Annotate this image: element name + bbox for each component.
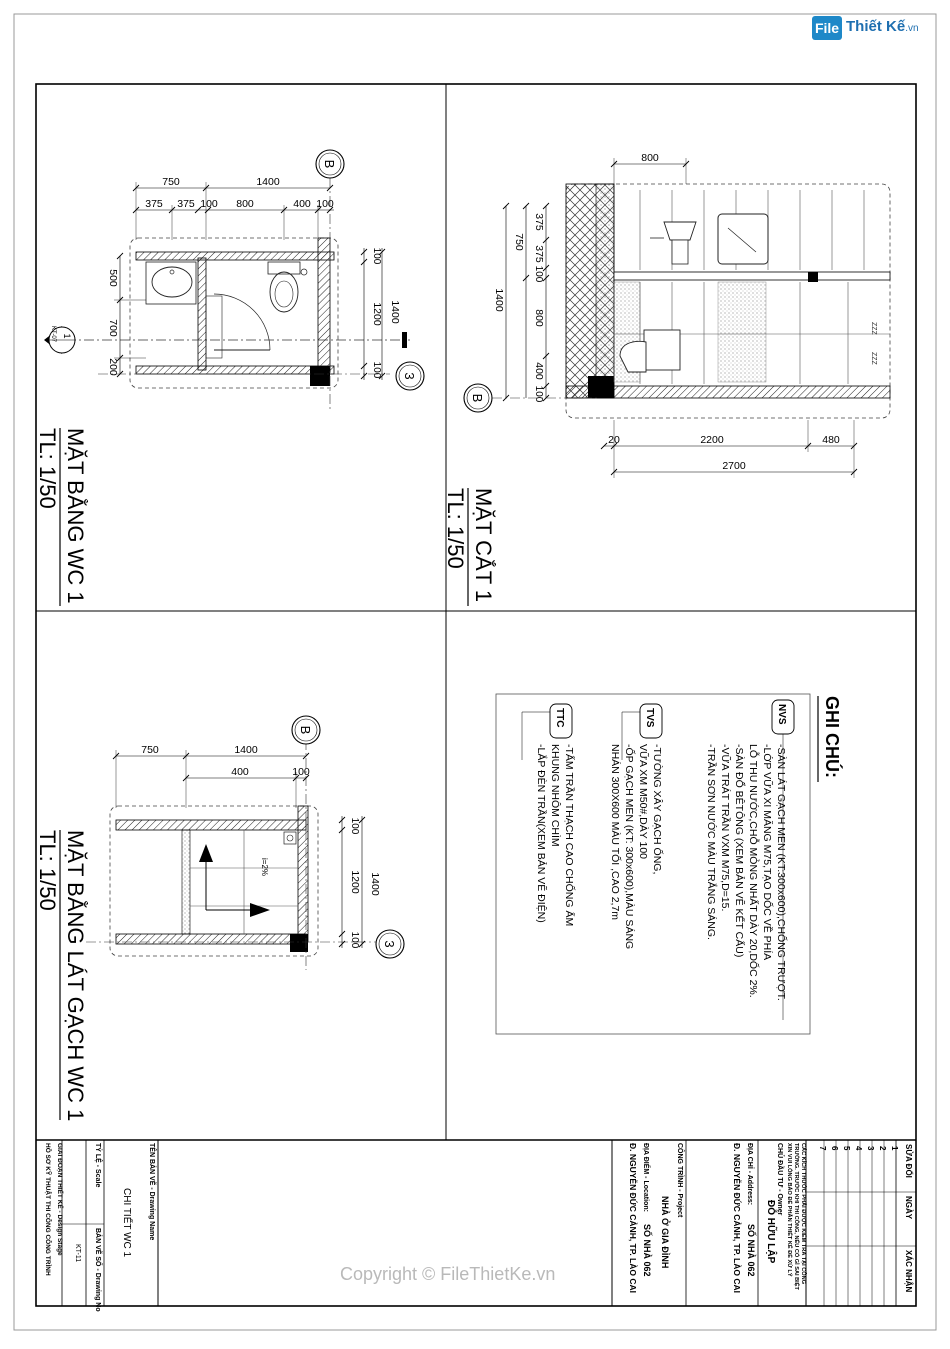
tile-wall-right xyxy=(298,806,308,942)
paper-border xyxy=(14,14,936,1330)
tb-location-label: ĐỊA ĐIỂM - Location: xyxy=(642,1143,649,1212)
section-floor-slab xyxy=(566,386,890,398)
tb-location-street: Đ. NGUYỄN ĐỨC CẢNH, TP. LÀO CAI xyxy=(628,1143,638,1293)
section-toilet-icon xyxy=(644,330,680,370)
plan-column xyxy=(310,366,330,386)
tb-stage-label: GIAI ĐOẠN THIẾT KẾ - Design Stage xyxy=(56,1143,63,1256)
notes-nvs-line-4: -SÀN ĐỔ BÊTÔNG (XEM BẢN VẼ KẾT CẤU) xyxy=(733,744,745,958)
tb-drawing-name: CHI TIẾT WC 1 xyxy=(121,1188,132,1258)
section-wall-core xyxy=(596,184,614,398)
tb-rev-4: 4 xyxy=(854,1146,863,1151)
notes-tvs-line-4: NHÁN 300X600 MÀU TỐI ,CAO 2,7m xyxy=(609,744,621,921)
notes-ttc-line-1: -TẤM TRẦN THẠCH CAO CHỐNG ẨM xyxy=(563,744,575,927)
plan-title: MẶT BẰNG WC 1 xyxy=(63,428,88,604)
tb-project-name: NHÀ Ở GIA ĐÌNH xyxy=(660,1196,670,1269)
section-dim-400: 400 xyxy=(533,362,545,380)
plan-section-num: 1 xyxy=(62,333,72,339)
section-dim-100a: 100 xyxy=(533,265,544,283)
plan-panel xyxy=(35,150,424,606)
site-logo[interactable] xyxy=(812,16,924,42)
plan-wall-middle xyxy=(198,258,206,370)
plan-dim-right-1400: 1400 xyxy=(389,300,401,324)
tb-owner-note-1: CÁC KÍCH THƯỚC PHẢI ĐƯỢC KIỂM TRA TẠI CÔNG xyxy=(800,1143,806,1285)
title-block xyxy=(44,1140,916,1312)
tile-dim-right-1200: 1200 xyxy=(349,870,361,894)
tb-stage: HỒ SƠ KỸ THUẬT THI CÔNG CÔNG TRÌNH xyxy=(44,1143,51,1276)
section-dim-2200: 2200 xyxy=(700,434,724,446)
tile-threshold xyxy=(182,830,190,934)
tb-drawing-no-label: BẢN VẼ SỐ - Drawing No xyxy=(94,1228,101,1312)
notes-tag-nvs-label: NVS xyxy=(776,704,787,725)
plan-door-swing xyxy=(214,294,270,350)
plan-dim-right-1200: 1200 xyxy=(371,302,383,326)
notes-nvs-line-6: -TRẦN SƠN NƯỚC MÀU TRẮNG SÁNG. xyxy=(705,744,717,940)
notes-nvs-line-2: -LỚP VỮA XI MĂNG M75,TẠO DỐC VỀ PHÍA xyxy=(761,744,773,961)
tb-drawing-name-label: TÊN BẢN VẼ - Drawing Name xyxy=(148,1143,155,1241)
section-dim-100b: 100 xyxy=(533,385,544,403)
logo-badge: File xyxy=(812,16,842,40)
tb-owner-label: CHỦ ĐẦU TƯ - Owner xyxy=(776,1143,783,1216)
plan-dim-100a: 100 xyxy=(200,198,218,210)
tb-owner-street: Đ. NGUYỄN ĐỨC CẢNH, TP. LÀO CAI xyxy=(732,1143,742,1293)
section-dim-750: 750 xyxy=(513,233,525,251)
tb-rev-3: 3 xyxy=(866,1146,875,1151)
tile-dim-750: 750 xyxy=(141,744,159,756)
notes-tag-tvs-label: TVS xyxy=(644,708,655,728)
plan-dim-100b: 100 xyxy=(316,198,334,210)
plan-dim-left-500: 500 xyxy=(107,269,119,287)
notes-panel xyxy=(496,694,843,1034)
tile-wall-top xyxy=(116,820,306,830)
logo-suffix: .vn xyxy=(905,23,919,34)
tb-owner-address-label: ĐỊA CHỈ - Address: xyxy=(746,1143,753,1206)
plan-dim-right-100a: 100 xyxy=(371,247,382,265)
notes-nvs-line-1: -SÀN LÁT GẠCH MEN (KT:300x600),CHỐNG TRƯỢT. xyxy=(775,744,787,1001)
notes-tvs-line-3: -ỐP GẠCH MEN (KT: 300x600),MÀU SÁNG xyxy=(623,744,635,950)
tb-owner-note-2: TRƯỜNG. TRƯỚC KHI THI CÔNG, NẾU CÓ GÌ SAI BIỆT xyxy=(793,1143,799,1290)
section-dim-20: 20 xyxy=(608,434,620,446)
notes-heading: GHI CHÚ: xyxy=(822,696,842,778)
plan-toilet-icon xyxy=(270,272,298,312)
tb-rev-7: 7 xyxy=(818,1146,827,1151)
logo-name xyxy=(846,18,919,35)
plan-lavabo-icon xyxy=(152,267,192,297)
plan-dim-left-700: 700 xyxy=(107,319,119,337)
plan-dim-right-100b: 100 xyxy=(371,361,382,379)
plan-dim-750: 750 xyxy=(162,176,180,188)
section-dim-2700: 2700 xyxy=(722,460,746,472)
section-panel xyxy=(443,152,890,606)
svg-text:ZZZ: ZZZ xyxy=(870,352,877,365)
tb-location: SỐ NHÀ 062 xyxy=(642,1224,652,1277)
section-dim-1400: 1400 xyxy=(493,288,505,312)
section-scale: TL: 1/50 xyxy=(443,488,468,569)
tile-axis-b-label: B xyxy=(298,725,313,735)
section-dim-480: 480 xyxy=(822,434,840,446)
notes-tvs-line-1: -TƯỜNG XÂY GẠCH ỐNG, xyxy=(651,744,663,875)
plan-wall-top xyxy=(136,252,334,260)
section-dim-800v: 800 xyxy=(533,309,545,327)
plan-dim-1400: 1400 xyxy=(256,176,280,188)
tile-dim-right-1400: 1400 xyxy=(369,872,381,896)
plan-axis-b-label: B xyxy=(322,159,337,169)
section-ceiling-line xyxy=(614,272,890,280)
tb-rev-2: 2 xyxy=(878,1146,887,1151)
tile-floor-drain-icon xyxy=(284,832,296,844)
tb-project-label: CÔNG TRÌNH - Project xyxy=(676,1143,683,1218)
tb-rev-header-1: SỬA ĐỔI xyxy=(904,1144,913,1178)
tb-owner-note-3: XIN VUI LÒNG BÁO ĐỂ PHÂN THIẾT KẾ ĐỂ XỬ LÝ xyxy=(786,1143,792,1277)
plan-axis-3-label: 3 xyxy=(402,372,417,380)
plan-lavabo-counter xyxy=(146,262,196,304)
section-dim-375a: 375 xyxy=(533,213,545,231)
notes-nvs-line-3: LỖ THU NƯỚC,CHỖ MỎNG NHẤT DÀY 20,DỐC 2%. xyxy=(747,744,759,998)
plan-dim-800: 800 xyxy=(236,198,254,210)
tile-column xyxy=(290,934,308,952)
tb-rev-header-2: NGÀY xyxy=(904,1196,913,1220)
tile-slope-arrow-right-icon xyxy=(250,903,270,917)
plan-dim-375a: 375 xyxy=(145,198,163,210)
plan-outline xyxy=(130,238,338,388)
svg-text:ZZZ: ZZZ xyxy=(870,322,877,335)
tile-dim-100: 100 xyxy=(292,766,310,778)
tb-owner-name: ĐỖ HỮU LẬP xyxy=(765,1200,776,1264)
notes-nvs-line-5: -VỮA TRÁT TRẦN VXM M75,D=15. xyxy=(719,744,731,912)
logo-name-text: Thiết Kế xyxy=(846,18,906,35)
tb-scale-label: TỶ LỆ - Scale xyxy=(94,1143,101,1188)
plan-floor-drain-icon xyxy=(301,269,307,275)
section-axis-b-label: B xyxy=(470,393,485,403)
tile-slope-arrow-up-icon xyxy=(199,844,213,862)
section-column xyxy=(588,376,614,398)
notes-ttc-line-3: -LẮP ĐÈN TRẦN(XEM BẢN VẼ ĐIỆN) xyxy=(535,744,547,923)
tb-drawing-no: KT-11 xyxy=(74,1244,81,1263)
notes-tvs-line-2: VỮA XM M50#,DÀY 100 xyxy=(637,744,649,859)
notes-tag-ttc-label: TTC xyxy=(554,708,565,728)
tile-slope-label: i=2% xyxy=(260,858,269,877)
tile-title: MẶT BẰNG LÁT GẠCH WC 1 xyxy=(63,830,88,1122)
plan-dim-375b: 375 xyxy=(177,198,195,210)
tile-panel xyxy=(35,716,404,1121)
tb-rev-6: 6 xyxy=(830,1146,839,1151)
tb-rev-5: 5 xyxy=(842,1146,851,1151)
plan-wall-right xyxy=(318,238,330,372)
tb-rev-header-3: XÁC NHẬN xyxy=(904,1250,913,1293)
tile-axis-3-label: 3 xyxy=(382,940,397,948)
tile-dim-right-100b: 100 xyxy=(349,931,360,949)
tile-wall-bottom xyxy=(116,934,306,944)
plan-wall-bottom xyxy=(136,366,334,374)
section-lavabo-icon xyxy=(664,222,696,240)
section-title: MẶT CẮT 1 xyxy=(471,488,496,603)
section-dim-800: 800 xyxy=(641,152,659,164)
plan-section-ref: KT-07 xyxy=(50,325,56,343)
notes-ttc-line-2: KHUNG NHÔM CHÌM xyxy=(549,744,561,847)
plan-dim-400: 400 xyxy=(293,198,311,210)
plan-dim-left-200: 200 xyxy=(107,358,119,376)
section-dim-375b: 375 xyxy=(533,245,545,263)
tile-dim-1400: 1400 xyxy=(234,744,258,756)
copyright-watermark: Copyright © FileThietKe.vn xyxy=(340,1264,556,1284)
plan-scale: TL: 1/50 xyxy=(35,428,60,509)
tb-owner-address: SỐ NHÀ 062 xyxy=(746,1224,756,1277)
section-mirror-icon xyxy=(718,214,768,264)
tile-dim-400: 400 xyxy=(231,766,249,778)
tile-dim-right-100a: 100 xyxy=(349,817,360,835)
tb-rev-1: 1 xyxy=(890,1146,899,1151)
tile-scale: TL: 1/50 xyxy=(35,830,60,911)
